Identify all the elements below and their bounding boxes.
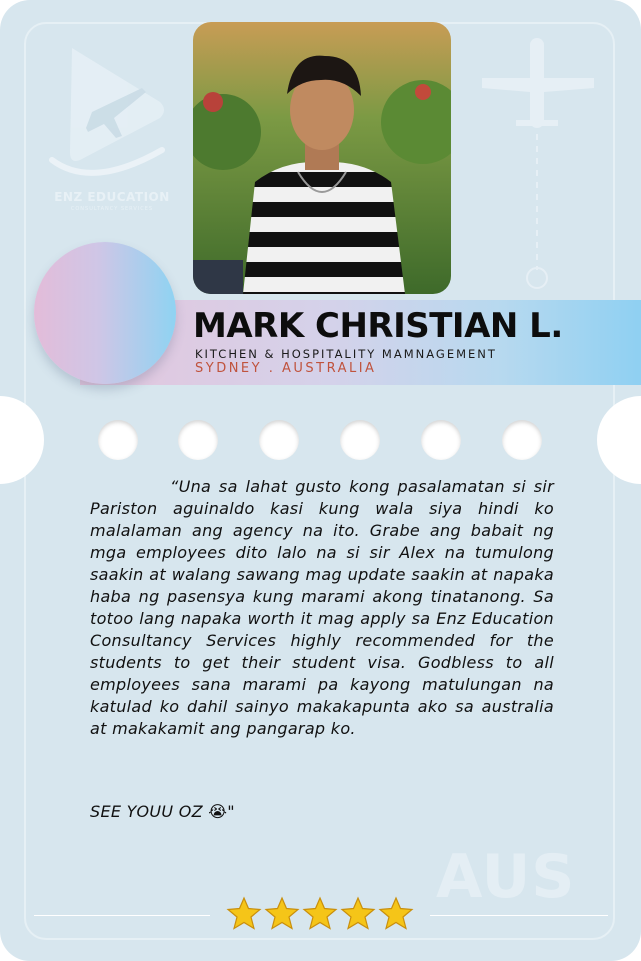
perforation-hole xyxy=(502,420,542,460)
student-location: SYDNEY . AUSTRALIA xyxy=(195,361,377,376)
perforation-hole xyxy=(340,420,380,460)
perforation-hole xyxy=(98,420,138,460)
testimonial-text xyxy=(90,476,554,740)
aus-watermark: AUS xyxy=(436,842,576,912)
airplane-icon xyxy=(478,30,598,300)
star-icon xyxy=(226,896,262,932)
star-icon xyxy=(302,896,338,932)
perforation-hole xyxy=(178,420,218,460)
profile-photo xyxy=(193,22,451,294)
perforation-hole xyxy=(421,420,461,460)
star-icon xyxy=(264,896,300,932)
brand-tagline: CONSULTANCY SERVICES xyxy=(70,206,154,212)
testimonial-body: “Una sa lahat gusto kong pasalamatan si sir Pariston aguinaldo kasi kung wala siya hindi ko malalaman ang agency na ito. Grabe ang babait ng mga employees dito lalo na si sir Alex na tumulong saakin at walang sawang mag update saakin at napaka haba ng pasensya kung marami akong tinatanong. Sa totoo lang napaka worth it mag apply sa Enz Education Consultancy Services highly recommended for the students to get their student visa. Godbless to all employees sana marami pa kayong matulungan na katulad ko dahil sainyo makakapunta ako sa australia at makakamit ang pangarap ko. xyxy=(90,477,554,738)
testimonial-signoff: SEE YOUU OZ 😭" xyxy=(90,802,235,821)
star-icon xyxy=(378,896,414,932)
student-course: KITCHEN & HOSPITALITY MAMNAGEMENT xyxy=(195,347,497,361)
enz-education-logo xyxy=(42,40,182,210)
divider-line-right xyxy=(430,915,608,916)
star-rating xyxy=(226,896,416,936)
gradient-circle-badge xyxy=(34,242,176,384)
perforation-hole xyxy=(259,420,299,460)
brand-name: ENZ EDUCATION xyxy=(54,190,170,204)
divider-line-left xyxy=(34,915,210,916)
play-plane-icon xyxy=(42,40,182,190)
student-name: MARK CHRISTIAN L. xyxy=(193,306,563,346)
star-icon xyxy=(340,896,376,932)
